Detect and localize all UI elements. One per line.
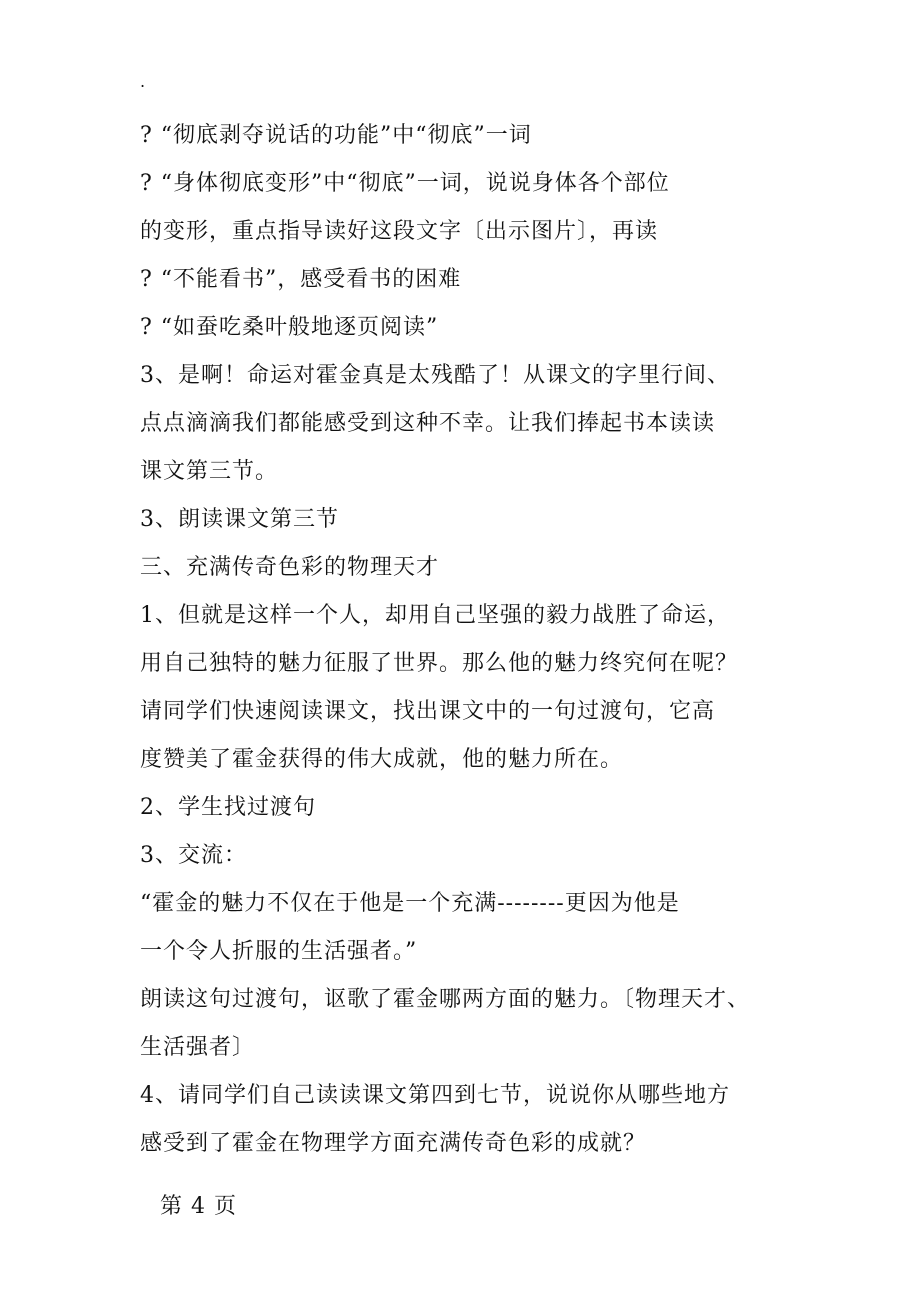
quote-line: “霍金的魅力不仅在于他是一个充满--------更因为他是: [140, 891, 680, 916]
text-line: 课文第三节。: [140, 459, 279, 484]
text-line: ? “不能看书”，感受看书的困难: [140, 267, 462, 292]
text-line: 请同学们快速阅读课文，找出课文中的一句过渡句，它高: [140, 699, 716, 724]
text-line: 用自己独特的魅力征服了世界。那么他的魅力终究何在呢？: [140, 651, 739, 676]
text-line: 4、请同学们自己读读课文第四到七节，说说你从哪些地方: [140, 1083, 730, 1108]
text-line: 2、学生找过渡句: [140, 795, 316, 820]
quote-line: 一个令人折服的生活强者。”: [140, 939, 418, 964]
section-heading: 三、充满传奇色彩的物理天才: [140, 555, 440, 580]
page-number: 第 4 页: [160, 1194, 237, 1219]
text-line: ? “彻底剥夺说话的功能”中“彻底”一词: [140, 123, 532, 148]
text-line: 3、朗读课文第三节: [140, 507, 339, 532]
text-line: 度赞美了霍金获得的伟大成就，他的魅力所在。: [140, 747, 624, 772]
text-line: 的变形，重点指导读好这段文字〔出示图片〕，再读: [140, 219, 659, 244]
text-line: ? “如蚕吃桑叶般地逐页阅读”: [140, 315, 439, 340]
text-line: 点点滴滴我们都能感受到这种不幸。让我们捧起书本读读: [140, 411, 716, 436]
text-line: 3、是啊！命运对霍金真是太残酷了！从课文的字里行间、: [140, 363, 730, 388]
text-line: ? “身体彻底变形”中“彻底”一词，说说身体各个部位: [140, 171, 670, 196]
page-marker: .: [140, 72, 146, 91]
text-line: 朗读这句过渡句，讴歌了霍金哪两方面的魅力。〔物理天才、: [140, 987, 751, 1012]
text-line: 3、交流：: [140, 843, 247, 868]
text-line: 感受到了霍金在物理学方面充满传奇色彩的成就？: [140, 1131, 647, 1156]
text-line: 1、但就是这样一个人，却用自己坚强的毅力战胜了命运，: [140, 603, 730, 628]
text-line: 生活强者〕: [140, 1035, 256, 1060]
